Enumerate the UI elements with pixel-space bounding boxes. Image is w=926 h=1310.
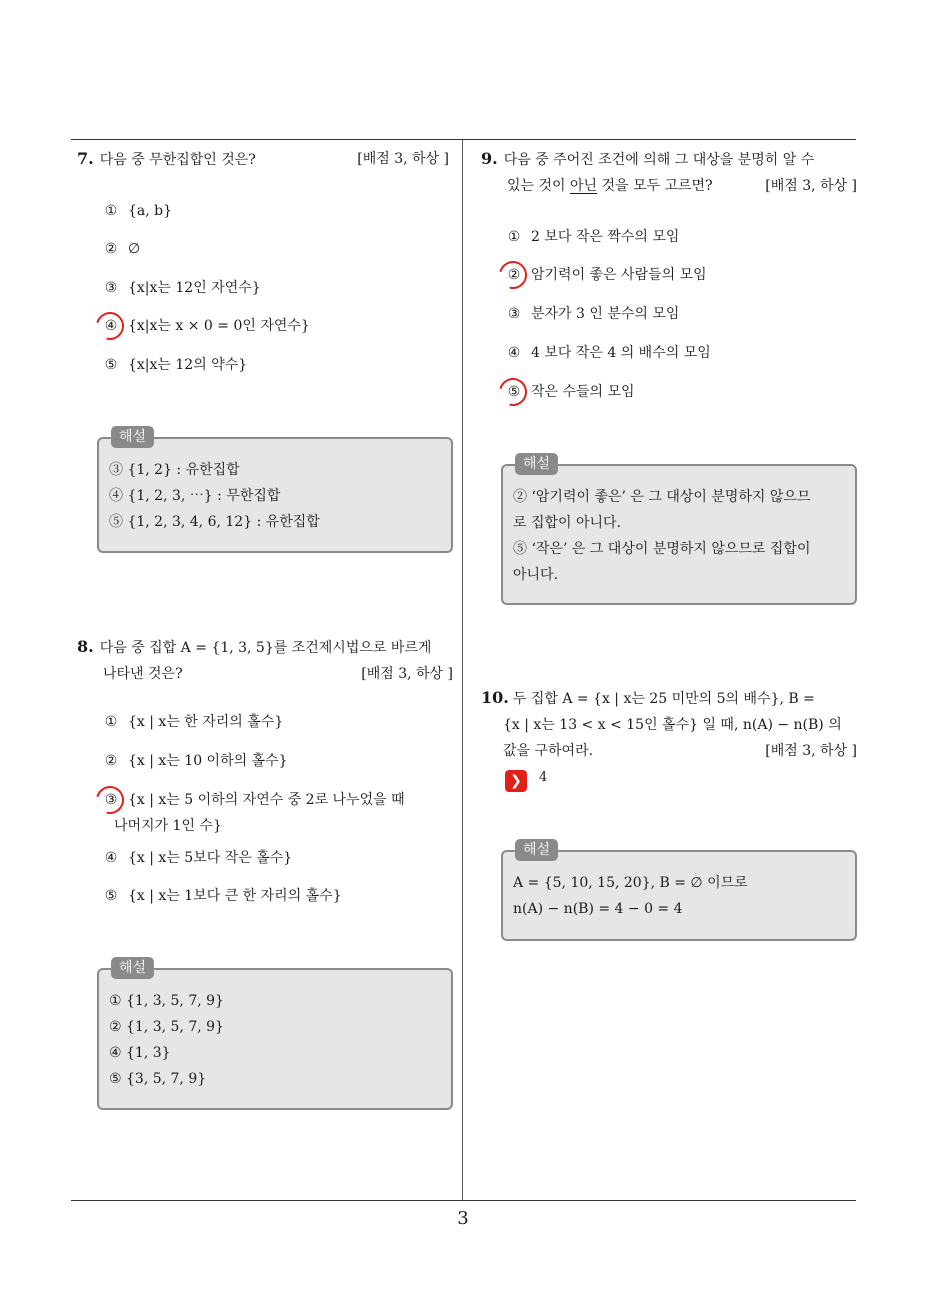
choice-text: {x | x는 한 자리의 홀수} xyxy=(128,714,284,730)
q7-choice-4[interactable] xyxy=(100,315,310,337)
solution-line: ① {1, 3, 5, 7, 9} xyxy=(109,993,224,1009)
question-text: 다음 중 주어진 조건에 의해 그 대상을 분명히 알 수 xyxy=(503,152,815,168)
question-10 xyxy=(481,685,857,764)
q7-choice-1[interactable] xyxy=(100,200,172,222)
solution-line: ⑤ {3, 5, 7, 9} xyxy=(109,1071,207,1087)
choice-mark: ③ xyxy=(507,306,521,322)
choice-mark: ④ xyxy=(104,850,118,866)
solution-line: 로 집합이 아니다. xyxy=(513,515,622,531)
question-text-cont: 있는 것이 xyxy=(507,178,570,194)
solution-tag: 해설 xyxy=(515,839,558,861)
solution-line: A = {5, 10, 15, 20}, B = ∅ 이므로 xyxy=(513,875,748,891)
choice-text: {a, b} xyxy=(128,203,173,219)
q8-choice-2[interactable] xyxy=(100,750,288,772)
top-rule xyxy=(71,139,856,140)
q8-choice-3[interactable] xyxy=(100,789,405,837)
q9-choice-3[interactable] xyxy=(503,303,679,325)
q8-solution-box xyxy=(97,960,453,1110)
choice-text: 4 보다 작은 4 의 배수의 모임 xyxy=(531,345,711,361)
choice-text: {x|x는 12의 약수} xyxy=(128,357,248,373)
q10-solution-box xyxy=(501,842,857,941)
q7-choice-3[interactable] xyxy=(100,277,261,299)
solution-line: n(A) − n(B) = 4 − 0 = 4 xyxy=(513,901,683,917)
q7-solution-box xyxy=(97,429,453,553)
choice-text-cont: 나머지가 1인 수} xyxy=(114,818,222,834)
choice-mark: ① xyxy=(104,203,118,219)
solution-line: ⑤ {1, 2, 3, 4, 6, 12} : 유한집합 xyxy=(109,514,320,530)
q7-choice-5[interactable] xyxy=(100,354,247,376)
q9-choice-1[interactable] xyxy=(503,226,679,248)
selected-answer-circle: ⑤ xyxy=(503,381,525,403)
column-divider xyxy=(462,140,463,1201)
choice-text: 작은 수들의 모임 xyxy=(531,384,635,400)
solution-line: ④ {1, 3} xyxy=(109,1045,171,1061)
question-text-cont-2: 값을 구하여라. xyxy=(503,743,594,759)
question-text: 다음 중 집합 A = {1, 3, 5}를 조건제시법으로 바르게 xyxy=(99,640,432,656)
question-9 xyxy=(481,146,857,199)
choice-text: ∅ xyxy=(128,241,141,257)
question-text-cont-2: 것을 모두 고르면? xyxy=(597,178,713,194)
question-number: 8. xyxy=(77,637,94,656)
question-meta: [배점 3, 하상 ] xyxy=(357,151,449,167)
q9-choice-4[interactable] xyxy=(503,342,711,364)
choice-text: 암기력이 좋은 사람들의 모임 xyxy=(531,267,707,283)
choice-mark: ② xyxy=(104,753,118,769)
q9-solution-box xyxy=(501,456,857,605)
solution-line: ② ‘암기력이 좋은’ 은 그 대상이 분명하지 않으므 xyxy=(513,489,811,505)
selected-answer-circle: ② xyxy=(503,264,525,286)
solution-line: ④ {1, 2, 3, ⋯} : 무한집합 xyxy=(109,488,281,504)
question-text: 다음 중 무한집합인 것은? xyxy=(99,152,256,168)
page-number: 3 xyxy=(457,1208,469,1229)
solution-line: ③ {1, 2} : 유한집합 xyxy=(109,462,240,478)
selected-answer-circle: ④ xyxy=(100,315,122,337)
q10-answer xyxy=(505,770,547,792)
question-meta: [배점 3, 하상 ] xyxy=(765,178,857,194)
question-7 xyxy=(77,146,449,173)
q7-choice-2[interactable] xyxy=(100,238,140,260)
question-number: 10. xyxy=(481,688,509,707)
selected-answer-circle: ③ xyxy=(100,789,122,811)
question-number: 7. xyxy=(77,149,94,168)
q9-choice-2[interactable] xyxy=(503,264,707,286)
choice-text: {x | x는 5보다 작은 홀수} xyxy=(128,850,293,866)
choice-mark: ③ xyxy=(104,280,118,296)
question-text-cont: {x | x는 13 < x < 15인 홀수} 일 때, n(A) − n(B) 의 xyxy=(503,717,842,733)
bottom-rule xyxy=(71,1200,856,1201)
solution-line: ⑤ ‘작은’ 은 그 대상이 분명하지 않으므로 집합이 xyxy=(513,541,811,557)
choice-mark: ① xyxy=(104,714,118,730)
question-meta: [배점 3, 하상 ] xyxy=(361,666,453,682)
choice-text: {x|x는 12인 자연수} xyxy=(128,280,261,296)
q8-choice-5[interactable] xyxy=(100,885,342,907)
choice-mark: ⑤ xyxy=(104,888,118,904)
question-meta: [배점 3, 하상 ] xyxy=(765,743,857,759)
answer-value: 4 xyxy=(539,770,548,785)
solution-line: ② {1, 3, 5, 7, 9} xyxy=(109,1019,224,1035)
choice-mark: ① xyxy=(507,229,521,245)
choice-text: {x | x는 10 이하의 홀수} xyxy=(128,753,288,769)
q9-choice-5[interactable] xyxy=(503,381,635,403)
solution-line: 아니다. xyxy=(513,567,559,583)
question-number: 9. xyxy=(481,149,498,168)
choice-text: 2 보다 작은 짝수의 모임 xyxy=(531,229,680,245)
question-text-cont: 나타낸 것은? xyxy=(103,666,183,682)
question-8 xyxy=(77,634,453,687)
q8-choice-1[interactable] xyxy=(100,711,283,733)
arrow-right-icon: ❯ xyxy=(505,770,527,792)
choice-text: {x|x는 x × 0 = 0인 자연수} xyxy=(128,318,310,334)
choice-text: 분자가 3 인 분수의 모임 xyxy=(531,306,680,322)
question-text: 두 집합 A = {x | x는 25 미만의 5의 배수}, B = xyxy=(512,691,815,707)
choice-mark: ② xyxy=(104,241,118,257)
choice-mark: ④ xyxy=(507,345,521,361)
solution-tag: 해설 xyxy=(515,453,558,475)
solution-tag: 해설 xyxy=(111,426,154,448)
q8-choice-4[interactable] xyxy=(100,847,292,869)
choice-mark: ⑤ xyxy=(104,357,118,373)
solution-tag: 해설 xyxy=(111,957,154,979)
emphasis-underline: 아닌 xyxy=(570,178,598,194)
choice-text: {x | x는 1보다 큰 한 자리의 홀수} xyxy=(128,888,342,904)
choice-text: {x | x는 5 이하의 자연수 중 2로 나누었을 때 xyxy=(128,792,405,808)
